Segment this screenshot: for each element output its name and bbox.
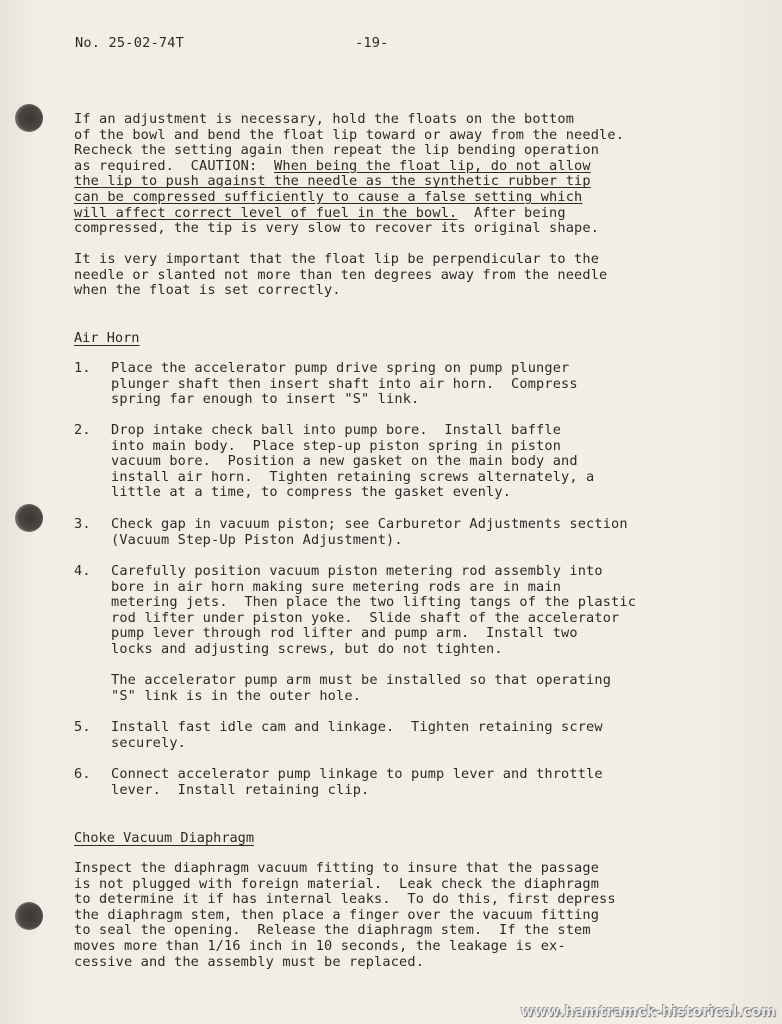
list-item-number: 2. xyxy=(74,422,91,438)
page-number: -19- xyxy=(355,35,389,51)
binder-hole-bottom xyxy=(15,902,43,930)
list-item-text: Connect accelerator pump linkage to pump lever and throttle lever. Install retaining clip. xyxy=(111,766,603,798)
list-item-text: Place the accelerator pump drive spring on pump plunger plunger shaft then insert shaft into air horn. Compress spring far enough to insert "S" link. xyxy=(111,360,578,408)
watermark: www.hamtramck-historical.com xyxy=(520,1004,776,1020)
list-item-number: 1. xyxy=(74,360,91,376)
list-item-text: Check gap in vacuum piston; see Carburetor Adjustments section (Vacuum Step-Up Piston Adjustment). xyxy=(111,516,628,548)
document-number: No. 25-02-74T xyxy=(75,35,184,51)
section-heading-choke-vacuum-diaphragm: Choke Vacuum Diaphragm xyxy=(74,830,255,846)
list-item-number: 4. xyxy=(74,563,91,579)
list-item-number: 3. xyxy=(74,516,91,532)
list-item-text: Drop intake check ball into pump bore. Install baffle into main body. Place step-up piston spring in piston vacuum bore. Position a new gasket on the main body and install air horn. Tighten retaining screws alternately, a little at a time, to compress the gasket evenly. xyxy=(111,422,595,501)
intro-paragraph-perpendicular: It is very important that the float lip be perpendicular to the needle or slanted not more than ten degrees away from the needle when the float is set correctly. xyxy=(74,251,608,299)
list-item-text: The accelerator pump arm must be installed so that operating "S" link is in the outer hole. xyxy=(111,672,612,704)
list-item-text: Install fast idle cam and linkage. Tighten retaining screw securely. xyxy=(111,719,603,751)
list-item-number: 5. xyxy=(74,719,91,735)
intro-paragraph-caution: If an adjustment is necessary, hold the floats on the bottom of the bowl and bend the float lip toward or away from the needle. Recheck the setting again then repeat the lip bending operation as required. CAUTION: When being the float lip, do not allow the lip to push against the needle as the synthetic rubber tip can be compressed sufficiently to cause a false setting which will affect correct level of fuel in the bowl. After being compressed, the tip is very slow to recover its original shape. xyxy=(74,111,625,237)
binder-hole-middle xyxy=(15,504,43,532)
list-item-number: 6. xyxy=(74,766,91,782)
binder-hole-top xyxy=(15,104,43,132)
list-item-text: Carefully position vacuum piston metering rod assembly into bore in air horn making sure metering rods are in main metering jets. Then place the two lifting tangs of the plastic rod lifter under piston yoke. Slide shaft of the accelerator pump lever through rod lifter and pump arm. Install two locks and adjusting screws, but do not tighten. xyxy=(111,563,637,657)
section-heading-air-horn: Air Horn xyxy=(74,330,140,346)
choke-paragraph: Inspect the diaphragm vacuum fitting to insure that the passage is not plugged with foreign material. Leak check the diaphragm to determine it if has internal leaks. To do this, first depress the diaphragm stem, then place a finger over the vacuum fitting to seal the opening. Release the diaphragm stem. If the stem moves more than 1/16 inch in 10 seconds, the leakage is ex- cessive and the assembly must be replaced. xyxy=(74,860,616,970)
